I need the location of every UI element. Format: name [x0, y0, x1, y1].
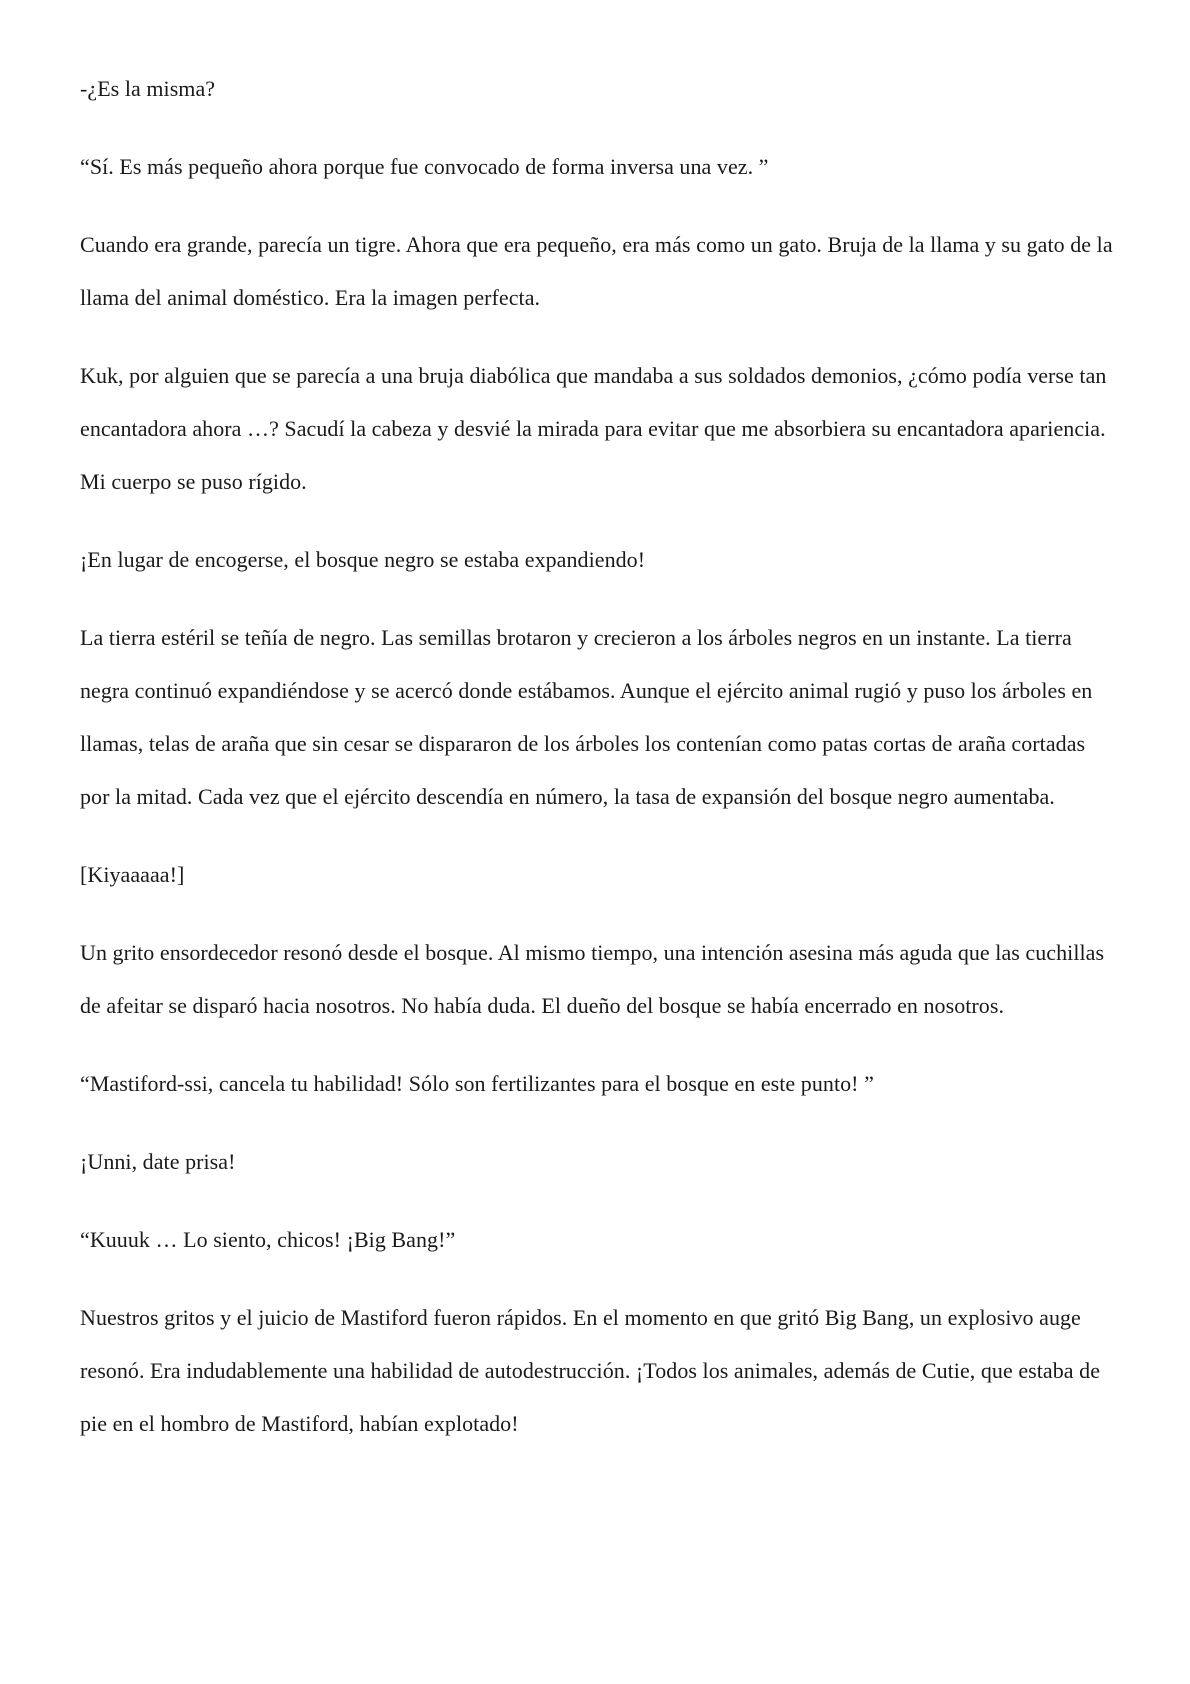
paragraph-6: La tierra estéril se teñía de negro. Las semillas brotaron y crecieron a los árboles negros en un instante. La tierra negra continuó expandiéndose y se acercó donde estábamos. Aunque el ejército animal rugió y puso los árboles en llamas, telas de araña que sin cesar se dispararon de los árboles los contenían como patas cortas de araña cortadas por la mitad. Cada vez que el ejército descendía en número, la tasa de expansión del bosque negro aumentaba.: [80, 625, 1093, 809]
paragraph-8: Un grito ensordecedor resonó desde el bosque. Al mismo tiempo, una intención asesina más aguda que las cuchillas de afeitar se disparó hacia nosotros. No había duda. El dueño del bosque se había encerrado en nosotros.: [80, 940, 1105, 1018]
paragraph-3: Cuando era grande, parecía un tigre. Ahora que era pequeño, era más como un gato. Bruja de la llama y su gato de la llama del animal doméstico. Era la imagen perfecta.: [80, 232, 1113, 310]
paragraph-7: [Kiyaaaaa!]: [80, 862, 185, 887]
paragraph-9: “Mastiford-ssi, cancela tu habilidad! Sólo son fertilizantes para el bosque en este punto! ”: [80, 1071, 874, 1096]
body-text: [80, 62, 1120, 1475]
paragraph-5: ¡En lugar de encogerse, el bosque negro se estaba expandiendo!: [80, 547, 646, 572]
paragraph-12: Nuestros gritos y el juicio de Mastiford fueron rápidos. En el momento en que gritó Big Bang, un explosivo auge resonó. Era indudablemente una habilidad de autodestrucción. ¡Todos los animales, además de Cutie, que estaba de pie en el hombro de Mastiford, habían explotado!: [80, 1305, 1101, 1436]
paragraph-4: Kuk, por alguien que se parecía a una bruja diabólica que mandaba a sus soldados demonios, ¿cómo podía verse tan encantadora ahora …? Sacudí la cabeza y desvié la mirada para evitar que me absorbiera su encantadora apariencia. Mi cuerpo se puso rígido.: [80, 363, 1107, 494]
paragraph-2: “Sí. Es más pequeño ahora porque fue convocado de forma inversa una vez. ”: [80, 154, 769, 179]
paragraph-11: “Kuuuk … Lo siento, chicos! ¡Big Bang!”: [80, 1227, 456, 1252]
paragraph-1: -¿Es la misma?: [80, 76, 216, 101]
paragraph-10: ¡Unni, date prisa!: [80, 1149, 236, 1174]
